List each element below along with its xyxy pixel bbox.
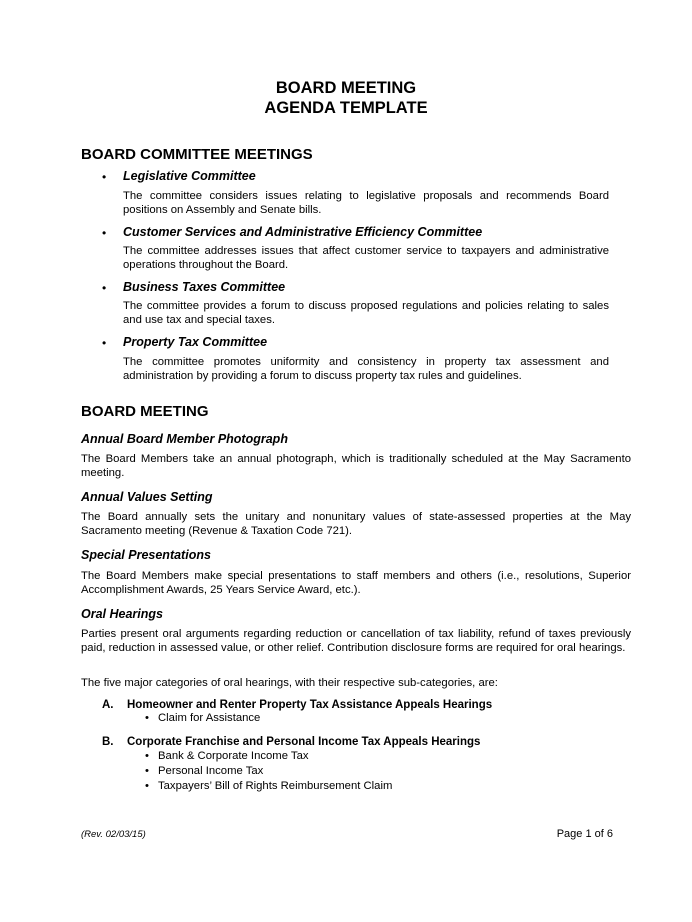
sub-category-label: Taxpayers’ Bill of Rights Reimbursement Claim (158, 780, 393, 792)
committee-description: The committee promotes uniformity and consistency in property tax assessment and administration by providing a forum to discuss property tax rules and guidelines. (123, 356, 609, 382)
item-paragraph: The five major categories of oral hearings, with their respective sub-categories, are: (81, 677, 498, 689)
section-heading-committees: BOARD COMMITTEE MEETINGS (81, 146, 313, 163)
item-heading: Annual Values Setting (81, 490, 213, 504)
footer-revision: (Rev. 02/03/15) (81, 829, 146, 840)
category-title: Corporate Franchise and Personal Income Tax Appeals Hearings (127, 736, 481, 748)
bullet: • (102, 170, 107, 184)
item-heading: Annual Board Member Photograph (81, 432, 288, 446)
committee-title: Business Taxes Committee (123, 280, 286, 294)
sub-category-label: Claim for Assistance (158, 712, 261, 724)
sub-category-label: Bank & Corporate Income Tax (158, 750, 309, 762)
committee-description: The committee addresses issues that affect customer service to taxpayers and administrative operations throughout the Board. (123, 245, 609, 271)
category-letter: A. (102, 699, 114, 711)
bullet: • (102, 336, 107, 350)
category-letter: B. (102, 736, 114, 748)
committee-title: Property Tax Committee (123, 335, 268, 349)
document-title-line2: AGENDA TEMPLATE (264, 99, 428, 117)
committee-description: The committee considers issues relating to legislative proposals and recommends Board positions on Assembly and Senate bills. (123, 190, 609, 216)
sub-category-item (145, 780, 392, 794)
item-paragraph: The Board Members take an annual photograph, which is traditionally scheduled at the May Sacramento meeting. (81, 453, 631, 479)
category-title: Homeowner and Renter Property Tax Assistance Appeals Hearings (127, 699, 493, 711)
item-paragraph: Parties present oral arguments regarding reduction or cancellation of tax liability, refund of taxes previously paid, reduction in assessed value, or other relief. Contribution disclosure forms are required for oral hearings. (81, 628, 631, 654)
bullet: • (145, 712, 149, 724)
committee-title: Legislative Committee (123, 169, 256, 183)
bullet: • (102, 281, 107, 295)
document-title-line1: BOARD MEETING (275, 79, 417, 97)
sub-category-label: Personal Income Tax (158, 765, 264, 777)
bullet: • (145, 765, 149, 777)
sub-category-item (145, 765, 263, 779)
bullet: • (145, 780, 149, 792)
item-paragraph: The Board annually sets the unitary and nonunitary values of state-assessed properties at the May Sacramento meeting (Revenue & Taxation Code 721). (81, 511, 631, 537)
item-paragraph: The Board Members make special presentations to staff members and others (i.e., resolutions, Superior Accomplishment Awards, 25 Years Service Award, etc.). (81, 570, 631, 596)
sub-category-item (145, 712, 260, 726)
committee-title: Customer Services and Administrative Efficiency Committee (123, 225, 483, 239)
item-heading: Oral Hearings (81, 607, 163, 621)
sub-category-item (145, 750, 309, 764)
bullet: • (145, 750, 149, 762)
bullet: • (102, 226, 107, 240)
footer-page-number: Page 1 of 6 (556, 828, 613, 840)
section-heading-board-meeting: BOARD MEETING (81, 403, 209, 420)
item-heading: Special Presentations (81, 548, 211, 562)
committee-description: The committee provides a forum to discuss proposed regulations and policies relating to sales and use tax and special taxes. (123, 300, 609, 326)
